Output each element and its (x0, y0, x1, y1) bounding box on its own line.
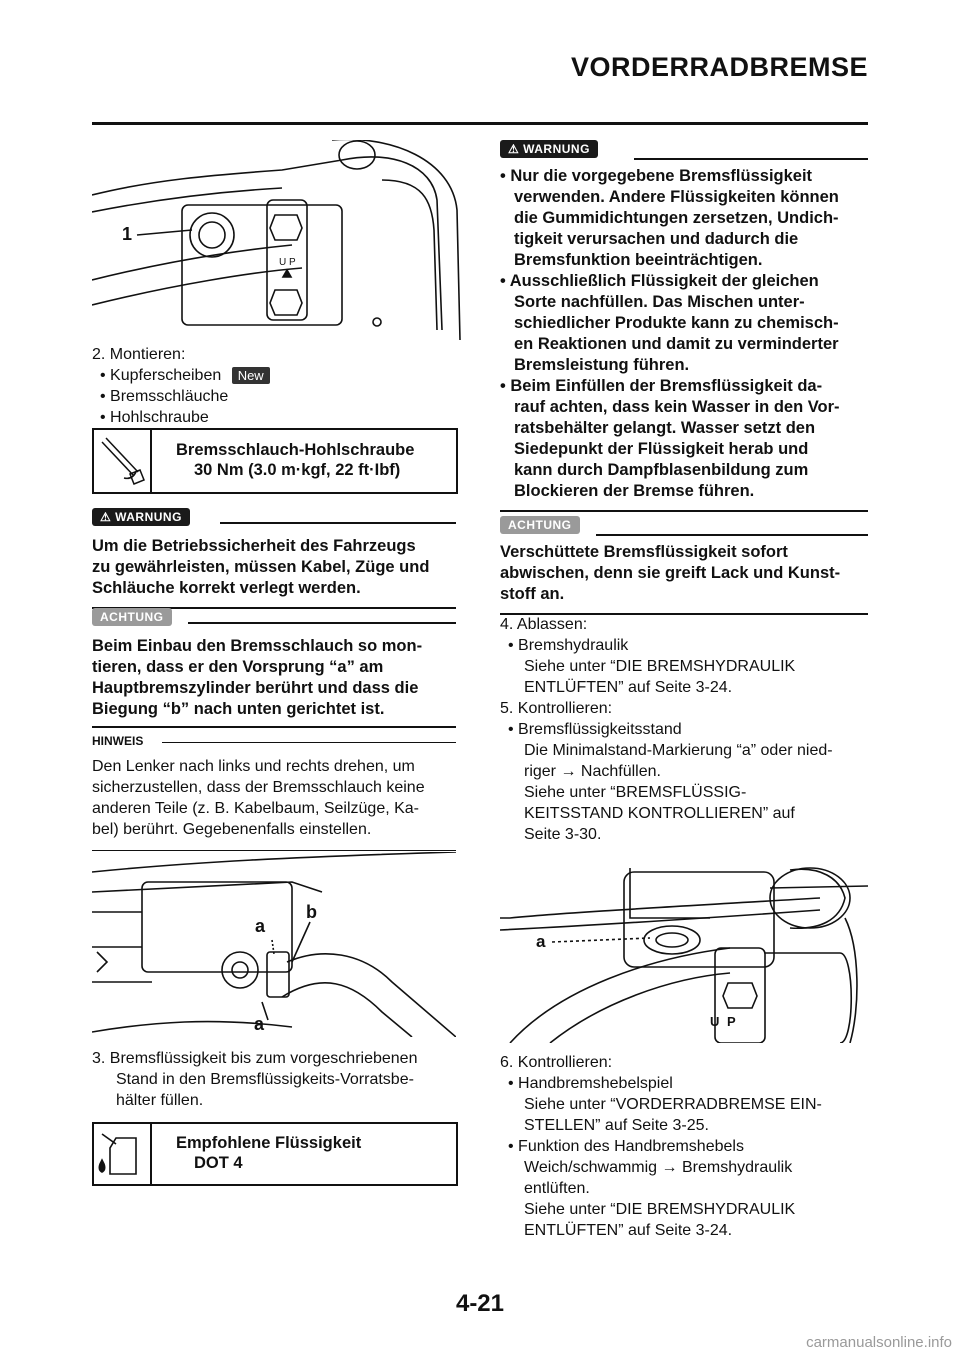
step-2-title: 2. Montieren: (92, 346, 186, 363)
step-3: 3. Bremsflüssigkeit bis zum vorgeschriebenen Stand in den Bremsflüssigkeits-Vorratsbe- hälter füllen. (92, 1050, 418, 1109)
fluid-value: DOT 4 (194, 1154, 243, 1172)
figure-master-cylinder-hose (92, 140, 462, 340)
header-rule (92, 122, 868, 125)
callout-a-top: a (255, 916, 266, 936)
warning-triangle-icon: ⚠ (508, 142, 524, 156)
caution-badge: ACHTUNG (500, 516, 580, 534)
page-number: 4-21 (455, 1290, 505, 1317)
torque-value: 30 Nm (3.0 m·kgf, 22 ft·Ibf) (194, 461, 401, 479)
step-6: 6. Kontrollieren: • Handbremshebelspiel Siehe unter “VORDERRADBREMSE EIN- STELLEN” auf Seite 3-25. • Funktion des Handbremshebels Weich/schwammig → Bremshydraulik entlüften. Siehe unter “DIE BREMSHYDRAULIK ENTLÜFTEN” auf Seite 3-24. (500, 1054, 822, 1239)
item-kupferscheiben: • Kupferscheiben (100, 367, 222, 384)
warning-triangle-icon: ⚠ (100, 510, 116, 524)
page-title: VORDERRADBREMSE (570, 52, 868, 82)
figure-fluid-level (500, 858, 868, 1043)
item-bremsschlaeuche: • Bremsschläuche (100, 388, 229, 405)
caution-2: ACHTUNG Verschüttete Bremsflüssigkeit sofort abwischen, denn sie greift Lack und Kunst- stoff an. (500, 516, 868, 615)
torque-spec-box (92, 428, 458, 494)
warning-badge: ⚠ WARNUNG (500, 140, 598, 158)
callout-a-bottom: a (254, 1014, 265, 1034)
callout-1: 1 (122, 224, 133, 244)
new-badge: New (232, 367, 270, 384)
torque-name: Bremsschlauch-Hohlschraube (176, 441, 415, 459)
watermark: carmanualsonline.info (806, 1334, 952, 1351)
callout-a: a (536, 932, 546, 951)
note: HINWEIS Den Lenker nach links und rechts drehen, um sicherzustellen, dass der Bremsschlauch keine anderen Teile (z. B. Kabelbaum, Seilzüge, Ka- bel) berührt. Gegebenenfalls einstellen. (92, 732, 456, 851)
figure-hose-routing (92, 852, 456, 1037)
caution-1: ACHTUNG Beim Einbau den Bremsschlauch so mon- tieren, dass er den Vorsprung “a” am Hauptbremszylinder berührt und dass die Biegung “b” nach unten gerichtet ist. (92, 608, 456, 728)
warning-1: ⚠ WARNUNG Um die Betriebssicherheit des Fahrzeugs zu gewährleisten, müssen Kabel, Züge und Schläuche korrekt verlegt werden. (92, 508, 456, 609)
fluid-spec-box (92, 1122, 458, 1186)
up-mark: U P (710, 1014, 738, 1029)
step-2 (92, 344, 270, 428)
steps-4-5: 4. Ablassen: • Bremshydraulik Siehe unter “DIE BREMSHYDRAULIK ENTLÜFTEN” auf Seite 3-24. 5. Kontrollieren: • Bremsflüssigkeitsstand Die Minimalstand-Markierung “a” oder nied- riger → Nachfüllen. Siehe unter “BREMSFLÜSSIG- KEITSSTAND KONTROLLIEREN” auf Seite 3-30. (500, 616, 833, 843)
oil-can-icon (94, 1124, 152, 1184)
warning-2: ⚠ WARNUNG • Nur die vorgegebene Bremsflüssigkeit verwenden. Andere Flüssigkeiten können die Gummidichtungen zersetzen, Undich- tigkeit verursachen und dadurch die Bremsfunktion beeinträchtigen. • Ausschließlich Flüssigkeit der gleichen Sorte nachfüllen. Das Mischen unter- schiedlicher Produkte kann zu chemisch- en Reaktionen und damit zu verminderter Bremsleistung führen. • Beim Einfüllen der Bremsflüssigkeit da- rauf achten, dass kein Wasser in den Vor- ratsbehälter gelangt. Wasser setzt den Siedepunkt der Flüssigkeit herab und kann durch Dampfblasenbildung zum Blockieren der Bremse führen. (500, 140, 868, 512)
caution-badge: ACHTUNG (92, 608, 172, 626)
wrench-icon (94, 430, 152, 492)
callout-b: b (306, 902, 317, 922)
item-hohlschraube: • Hohlschraube (100, 409, 209, 426)
note-label: HINWEIS (92, 734, 144, 748)
fluid-name: Empfohlene Flüssigkeit (176, 1134, 362, 1152)
svg-text:U P: U P (279, 257, 296, 268)
warning-badge: ⚠ WARNUNG (92, 508, 190, 526)
